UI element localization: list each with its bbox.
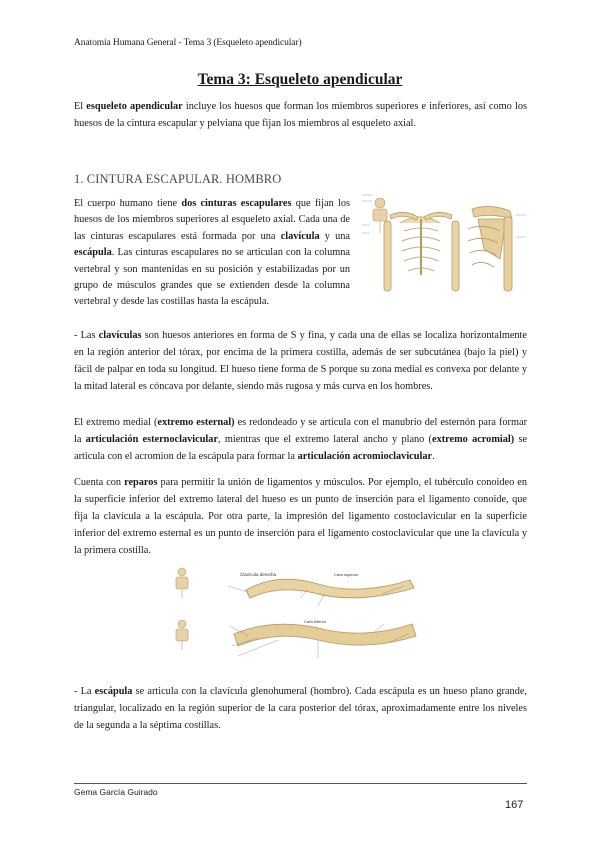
paragraph-shoulder-girdle: El cuerpo humano tiene dos cinturas escapulares que fijan los huesos de los miembros superiores al esqueleto axial. Cada una de las cinturas escapulares está formada por una clavícula y una escápula. Las cinturas escapulares no se articulan con la columna vertebral y son mantenidas en su posición y estabilizadas por un grupo de músculos grandes que se extienden desde la columna vertebral y desde las costillas hasta la escápula. bbox=[74, 198, 350, 308]
view-label-bottom: Cara inferior bbox=[304, 619, 327, 624]
running-header: Anatomía Humana General - Tema 3 (Esqueleto apendicular) bbox=[74, 38, 302, 48]
shoulder-girdle-figure bbox=[360, 189, 528, 307]
footer-divider bbox=[74, 783, 527, 784]
view-label-top: Cara superior bbox=[334, 572, 359, 577]
paragraph-scapula: - La escápula se articula con la clavícula glenohumeral (hombro). Cada escápula es un hueso plano grande, triangular, localizado en la región superior de la cara posterior del tórax, aproximadamente entre los niveles de la segunda a la séptima costillas. bbox=[74, 686, 527, 731]
paragraph-clavicle: - Las clavículas son huesos anteriores en forma de S y fina, y cada una de ellas se localiza horizontalmente en la región anterior del tórax, por encima de la primera costilla, además de ser subcutánea (bajo la piel) y fácil de palpar en toda su longitud. El hueso tiene forma de S porque su zona medial es convexa por delante y la mitad lateral es cóncava por delante, siendo más rugosa y más curva en los hombres. bbox=[74, 330, 527, 392]
clavicle-figure bbox=[168, 562, 436, 678]
figure-title: Clavícula derecha bbox=[240, 572, 277, 577]
footer-author: Gema García Guirado bbox=[74, 787, 158, 797]
paragraph-landmarks: Cuenta con reparos para permitir la unión de ligamentos y músculos. Por ejemplo, el tubérculo conoideo en la superficie inferior del extremo lateral del hueso es un punto de inserción para el ligamento conoide, que fija la clavícula a la escápula. Por otra parte, la impresión del ligamento costoclavicular en la superficie inferior del extremo esternal es un punto de inserción para el ligamento costoclavicular que une la clavícula y la primera costilla. bbox=[74, 477, 527, 556]
paragraph-clavicle-ends: El extremo medial (extremo esternal) es redondeado y se articula con el manubrio del esternón para formar la articulación esternoclavicular, mientras que el extremo lateral ancho y plano (extremo acromial) se articula con el acromion de la escápula para formar la articulación acromioclavicular. bbox=[74, 417, 528, 462]
intro-paragraph: El esqueleto apendicular incluye los huesos que forman los miembros superiores e inferiores, así como los huesos de la cintura escapular y pelviana que fijan los miembros al esqueleto axial. bbox=[74, 101, 527, 129]
page-title: Tema 3: Esqueleto apendicular bbox=[197, 71, 403, 88]
page-number: 167 bbox=[505, 799, 524, 811]
section-heading: 1. CINTURA ESCAPULAR. HOMBRO bbox=[74, 172, 282, 186]
